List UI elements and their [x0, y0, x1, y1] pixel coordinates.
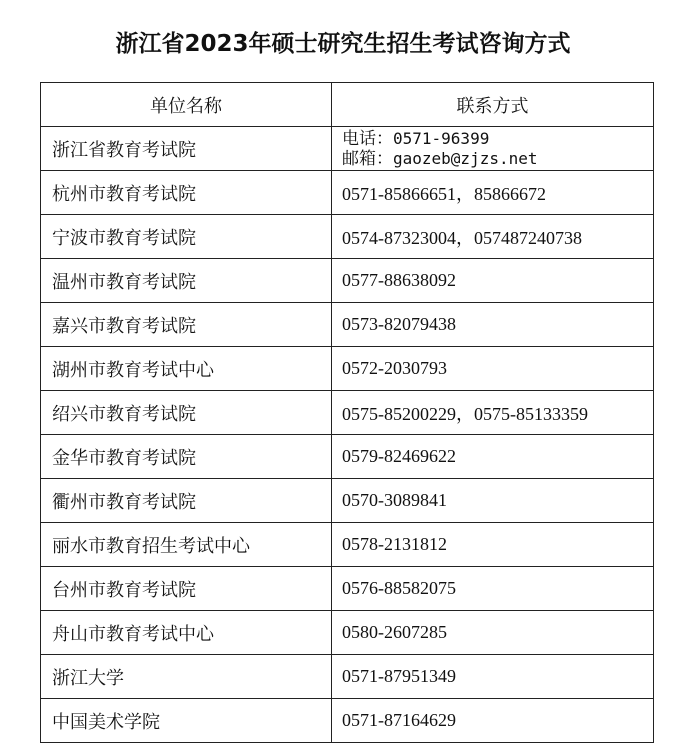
- unit-name-cell: 台州市教育考试院: [41, 567, 332, 611]
- unit-name-cell: 宁波市教育考试院: [41, 215, 332, 259]
- unit-name-cell: 温州市教育考试院: [41, 259, 332, 303]
- phone-value: 0571-96399: [393, 128, 490, 148]
- column-header-unit: 单位名称: [41, 83, 332, 127]
- table-row: [41, 391, 654, 435]
- contact-cell: 0576-88582075: [332, 567, 654, 611]
- contact-cell: [332, 127, 654, 171]
- unit-name-cell: 嘉兴市教育考试院: [41, 303, 332, 347]
- table-row: [41, 655, 654, 699]
- table-row: [41, 479, 654, 523]
- unit-name-cell: 绍兴市教育考试院: [41, 391, 332, 435]
- table-header-row: [41, 83, 654, 127]
- unit-name-cell: 丽水市教育招生考试中心: [41, 523, 332, 567]
- phone-label: 电话：: [342, 128, 393, 149]
- contact-cell: 0575-85200229，0575-85133359: [332, 391, 654, 435]
- table-row: [41, 171, 654, 215]
- table-row: [41, 567, 654, 611]
- phone-line: [342, 129, 653, 149]
- unit-name-cell: 杭州市教育考试院: [41, 171, 332, 215]
- contact-cell: 0579-82469622: [332, 435, 654, 479]
- contact-cell: 0574-87323004，057487240738: [332, 215, 654, 259]
- contact-cell: 0580-2607285: [332, 611, 654, 655]
- contact-table: [40, 82, 654, 743]
- unit-name-cell: 金华市教育考试院: [41, 435, 332, 479]
- contact-cell: 0572-2030793: [332, 347, 654, 391]
- table-row: [41, 611, 654, 655]
- unit-name-cell: 中国美术学院: [41, 699, 332, 743]
- contact-cell: 0570-3089841: [332, 479, 654, 523]
- unit-name-cell: 浙江省教育考试院: [41, 127, 332, 171]
- unit-name-cell: 衢州市教育考试院: [41, 479, 332, 523]
- table-row: [41, 303, 654, 347]
- table-row: [41, 699, 654, 743]
- contact-cell: 0577-88638092: [332, 259, 654, 303]
- email-value: gaozeb@zjzs.net: [393, 148, 538, 168]
- page-title: 浙江省2023年硕士研究生招生考试咨询方式: [115, 31, 571, 58]
- unit-name-cell: 浙江大学: [41, 655, 332, 699]
- table-row: [41, 435, 654, 479]
- table-row: [41, 523, 654, 567]
- column-header-contact: 联系方式: [332, 83, 654, 127]
- table-row: [41, 259, 654, 303]
- unit-name-cell: 湖州市教育考试中心: [41, 347, 332, 391]
- table-row: [41, 347, 654, 391]
- contact-cell: 0571-87164629: [332, 699, 654, 743]
- table-row: [41, 127, 654, 171]
- contact-cell: 0571-85866651，85866672: [332, 171, 654, 215]
- email-line: [342, 149, 653, 169]
- contact-cell: 0573-82079438: [332, 303, 654, 347]
- email-label: 邮箱：: [342, 148, 393, 169]
- unit-name-cell: 舟山市教育考试中心: [41, 611, 332, 655]
- contact-cell: 0571-87951349: [332, 655, 654, 699]
- table-row: [41, 215, 654, 259]
- contact-cell: 0578-2131812: [332, 523, 654, 567]
